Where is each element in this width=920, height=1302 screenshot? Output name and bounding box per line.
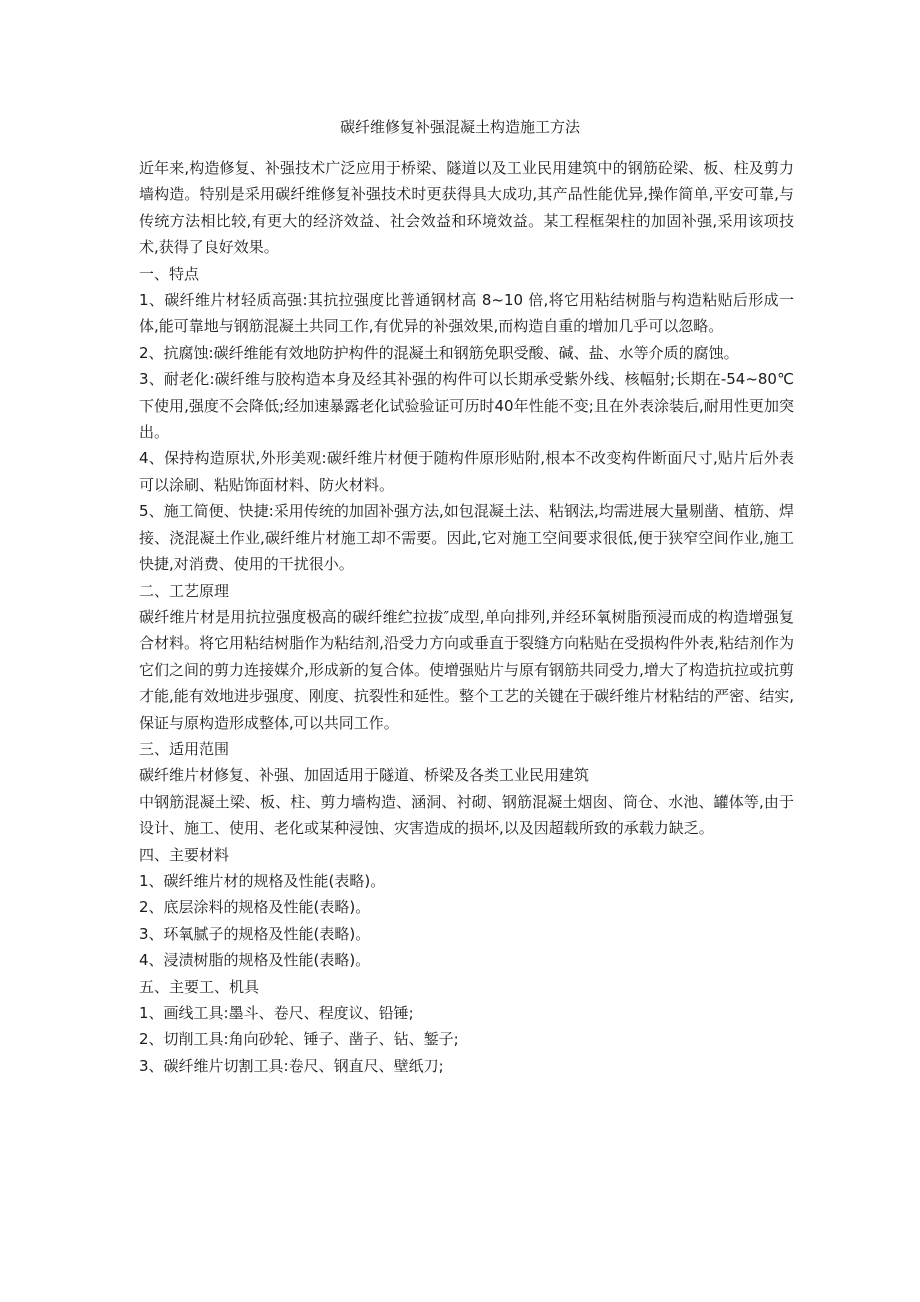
paragraph-scope-2: 中钢筋混凝土梁、板、柱、剪力墙构造、涵洞、衬砌、钢筋混凝土烟囱、筒仓、水池、罐体等,由于设计、施工、使用、老化或某种浸蚀、灾害造成的损坏,以及因超载所致的承载力缺乏。 — [139, 792, 794, 838]
section-heading-features: 一、特点 — [139, 264, 200, 283]
material-item-4: 4、浸渍树脂的规格及性能(表略)。 — [139, 951, 371, 970]
feature-item-1: 1、碳纤维片材轻质高强:其抗拉强度比普通钢材高 8~10 倍,将它用粘结树脂与构造粘贴后形成一体,能可靠地与钢筋混凝土共同工作,有优异的补强效果,而构造自重的增加几乎可以忽略。 — [139, 291, 794, 336]
feature-item-5: 5、施工简便、快捷:采用传统的加固补强方法,如包混凝土法、粘钢法,均需进展大量剔凿、植筋、焊接、浇混凝土作业,碳纤维片材施工却不需要。因此,它对施工空间要求很低,便于狭窄空间作业,施工快捷,对消费、使用的干扰很小。 — [139, 502, 794, 574]
paragraph-principle: 碳纤维片材是用抗拉强度极高的碳纤维纻拉拔″成型,单向排列,并经环氧树脂预浸而成的构造增强复合材料。将它用粘结树脂作为粘结剂,沿受力方向或垂直于裂缝方向粘贴在受损构件外表,粘结剂作为它们之间的剪力连接媒介,形成新的复合体。使增强贴片与原有钢筋共同受力,增大了构造抗拉或抗剪才能,能有效地进步强度、刚度、抗裂性和延性。整个工艺的关键在于碳纤维片材粘结的严密、结实,保证与原构造形成整体,可以共同工作。 — [139, 607, 794, 732]
tool-item-3: 3、碳纤维片切割工具:卷尺、钢直尺、壁纸刀; — [139, 1056, 444, 1075]
paragraph-scope-1: 碳纤维片材修复、补强、加固适用于隧道、桥梁及各类工业民用建筑 — [139, 766, 590, 785]
section-heading-principle: 二、工艺原理 — [139, 581, 230, 600]
document-body — [139, 155, 794, 1079]
material-item-3: 3、环氧腻子的规格及性能(表略)。 — [139, 924, 371, 943]
material-item-1: 1、碳纤维片材的规格及性能(表略)。 — [139, 871, 386, 890]
tool-item-2: 2、切削工具:角向砂轮、锤子、凿子、钻、錾子; — [139, 1030, 459, 1049]
section-heading-materials: 四、主要材料 — [139, 845, 230, 864]
feature-item-4: 4、保持构造原状,外形美观:碳纤维片材便于随构件原形贴附,根本不改变构件断面尺寸,贴片后外表可以涂刷、粘贴饰面材料、防火材料。 — [139, 449, 794, 494]
feature-item-2: 2、抗腐蚀:碳纤维能有效地防护构件的混凝土和钢筋免职受酸、碱、盐、水等介质的腐蚀。 — [139, 343, 739, 362]
tool-item-1: 1、画线工具:墨斗、卷尺、程度议、铅锤; — [139, 1004, 414, 1022]
paragraph-intro: 近年来,构造修复、补强技术广泛应用于桥梁、隧道以及工业民用建筑中的钢筋砼梁、板、柱及剪力墙构造。特别是采用碳纤维修复补强技术时更获得具大成功,其产品性能优异,操作简单,平安可靠,与传统方法相比较,有更大的经济效益、社会效益和环境效益。某工程框架柱的加固补强,采用该项技术,获得了良好效果。 — [139, 159, 794, 257]
section-heading-tools: 五、主要工、机具 — [139, 977, 260, 996]
feature-item-3: 3、耐老化:碳纤维与胶构造本身及经其补强的构件可以长期承受紫外线、核幅射;长期在-54~80℃下使用,强度不会降低;经加速暴露老化试验验证可历时40年性能不变;且在外表涂装后,耐用性更加突出。 — [139, 370, 794, 442]
material-item-2: 2、底层涂料的规格及性能(表略)。 — [139, 898, 371, 917]
section-heading-scope: 三、适用范围 — [139, 739, 230, 758]
document-title: 碳纤维修复补强混凝土构造施工方法 — [339, 118, 580, 136]
